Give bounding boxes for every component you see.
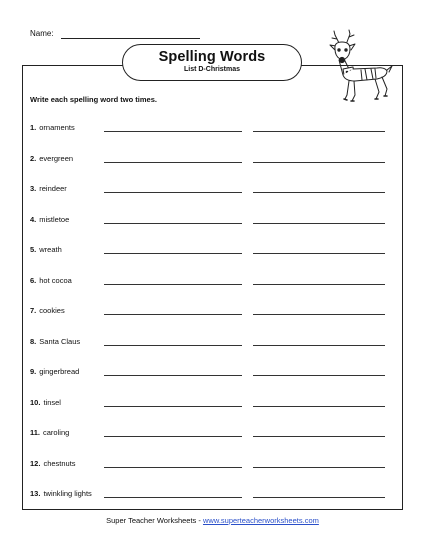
word-number: 10.: [30, 397, 41, 407]
reindeer-icon: [327, 29, 397, 109]
spelling-word: gingerbread: [39, 367, 80, 376]
spelling-word: tinsel: [43, 397, 61, 407]
answer-line-2[interactable]: [253, 253, 385, 254]
word-row: [30, 184, 67, 196]
footer-link[interactable]: www.superteacherworksheets.com: [202, 516, 319, 525]
answer-line-2[interactable]: [253, 375, 385, 376]
word-number: 12.: [30, 458, 41, 468]
spelling-word: ornaments: [39, 123, 75, 132]
word-number: 4.: [30, 214, 37, 224]
answer-line-1[interactable]: [104, 253, 242, 254]
spelling-word: reindeer: [39, 184, 67, 193]
answer-line-1[interactable]: [104, 467, 242, 468]
answer-line-2[interactable]: [253, 223, 385, 224]
word-row: [30, 367, 79, 379]
answer-line-1[interactable]: [104, 192, 242, 193]
answer-line-1[interactable]: [104, 406, 242, 407]
spelling-word: caroling: [43, 428, 70, 437]
answer-line-2[interactable]: [253, 345, 385, 346]
word-row: [30, 337, 80, 349]
answer-line-2[interactable]: [253, 192, 385, 193]
word-number: 1.: [30, 123, 37, 132]
answer-line-2[interactable]: [253, 497, 385, 498]
answer-line-1[interactable]: [104, 131, 242, 132]
answer-line-1[interactable]: [104, 375, 242, 376]
spelling-word: wreath: [39, 245, 62, 254]
word-number: 6.: [30, 275, 37, 285]
answer-line-2[interactable]: [253, 162, 385, 163]
word-row: [30, 123, 75, 135]
spelling-word: mistletoe: [39, 214, 70, 224]
word-row: [30, 489, 92, 501]
word-row: [30, 245, 62, 257]
footer-text: Super Teacher Worksheets -: [106, 516, 203, 525]
answer-line-1[interactable]: [104, 223, 242, 224]
answer-line-1[interactable]: [104, 284, 242, 285]
answer-line-1[interactable]: [104, 497, 242, 498]
word-row: [30, 154, 73, 166]
word-row: [30, 215, 69, 227]
answer-line-1[interactable]: [104, 314, 242, 315]
word-number: 7.: [30, 306, 37, 315]
word-number: 13.: [30, 489, 41, 498]
name-field[interactable]: [61, 38, 200, 39]
word-number: 3.: [30, 184, 37, 193]
word-number: 9.: [30, 367, 37, 376]
answer-line-2[interactable]: [253, 406, 385, 407]
instructions-text: Write each spelling word two times.: [30, 95, 157, 104]
name-label: Name:: [30, 29, 54, 38]
page-subtitle: List D-Christmas: [183, 66, 240, 73]
spelling-word: hot cocoa: [39, 275, 72, 285]
word-number: 8.: [30, 336, 37, 346]
answer-line-2[interactable]: [253, 467, 385, 468]
spelling-word: Santa Claus: [39, 336, 81, 346]
answer-line-2[interactable]: [253, 284, 385, 285]
spelling-word: cookies: [39, 306, 65, 315]
spelling-word: chestnuts: [43, 458, 76, 468]
word-number: 5.: [30, 245, 37, 254]
word-row: [30, 428, 69, 440]
answer-line-2[interactable]: [253, 131, 385, 132]
title-banner: [122, 44, 302, 81]
spelling-word: twinkling lights: [43, 489, 92, 498]
footer: [0, 516, 425, 525]
answer-line-2[interactable]: [253, 314, 385, 315]
word-row: [30, 459, 76, 471]
page-title: Spelling Words: [158, 49, 266, 65]
spelling-word: evergreen: [39, 153, 74, 163]
word-row: [30, 398, 61, 410]
word-number: 2.: [30, 153, 37, 163]
answer-line-1[interactable]: [104, 345, 242, 346]
answer-line-1[interactable]: [104, 436, 242, 437]
word-row: [30, 276, 72, 288]
answer-line-1[interactable]: [104, 162, 242, 163]
answer-line-2[interactable]: [253, 436, 385, 437]
word-number: 11.: [30, 428, 41, 437]
word-row: [30, 306, 65, 318]
